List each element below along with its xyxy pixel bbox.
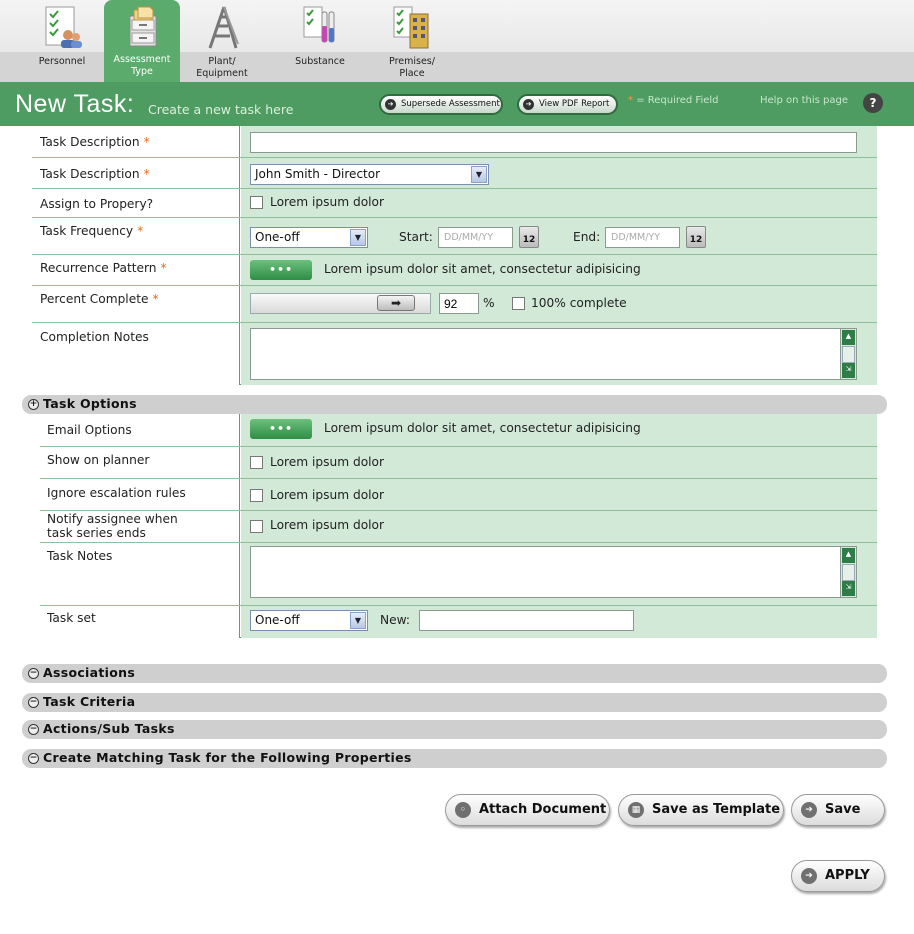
view-pdf-report-button[interactable] (517, 94, 618, 115)
label-cell (32, 126, 240, 157)
row-percent-complete (32, 285, 877, 322)
row-task-set (40, 605, 877, 638)
row-email-options (40, 414, 877, 446)
filing-cabinet-icon (120, 4, 164, 50)
ignore-escalation-checkbox[interactable] (250, 489, 263, 502)
required-mark: * (152, 292, 159, 306)
end-label: End: (573, 230, 601, 244)
task-notes-label: Task Notes (47, 549, 113, 563)
required-field-legend (628, 95, 719, 106)
value-cell (241, 126, 877, 157)
value-cell (241, 323, 877, 385)
start-label: Start: (399, 230, 433, 244)
planner-label: Show on planner (47, 453, 150, 467)
label-cell (40, 606, 240, 638)
label-cell (40, 447, 240, 478)
help-link[interactable]: Help on this page (760, 95, 849, 106)
task-assignee-label-text: Task Description (40, 167, 140, 181)
notify-label-line-2: task series ends (47, 526, 146, 540)
task-options-title: Task Options (43, 396, 137, 411)
required-mark: * (143, 167, 150, 181)
tab-personnel-label: Personnel (38, 56, 86, 67)
notify-label (47, 512, 178, 540)
task-frequency-value: One-off (255, 230, 300, 244)
email-options-text: Lorem ipsum dolor sit amet, consectetur adipisicing (324, 421, 641, 435)
arrow-right-icon: ➔ (523, 99, 534, 110)
value-cell (241, 447, 877, 478)
view-pdf-report-label: View PDF Report (539, 99, 610, 109)
full-complete-label: 100% complete (531, 296, 627, 310)
task-set-label: Task set (47, 611, 96, 625)
scroll-up-icon[interactable]: ▲ (842, 548, 855, 563)
scroll-thumb[interactable] (842, 346, 855, 363)
calendar-icon[interactable]: 12 (519, 226, 539, 248)
percent-input[interactable] (439, 293, 479, 314)
value-cell (241, 479, 877, 510)
label-cell (40, 479, 240, 510)
save-as-template-label: Save as Template (652, 802, 781, 817)
tab-premises-place-label: Premises/ Place (389, 56, 435, 79)
tab-personnel[interactable] (22, 0, 102, 82)
required-star: * (628, 95, 633, 106)
arrow-right-icon[interactable]: ➡ (377, 295, 415, 311)
row-recurrence-pattern (32, 254, 877, 285)
label-cell (40, 543, 240, 605)
planner-text: Lorem ipsum dolor (270, 455, 385, 469)
recurrence-label (40, 261, 167, 276)
supersede-assessment-button[interactable] (379, 94, 503, 115)
required-mark: * (160, 261, 167, 275)
notify-assignee-checkbox[interactable] (250, 520, 263, 533)
recurrence-options-button[interactable]: ••• (250, 260, 312, 280)
page-title: New Task: (15, 90, 135, 118)
show-on-planner-checkbox[interactable] (250, 456, 263, 469)
personnel-checklist-icon (40, 4, 84, 50)
notify-label-line-1: Notify assignee when (47, 512, 178, 526)
value-cell (241, 543, 877, 605)
supersede-assessment-label: Supersede Assessment (401, 99, 500, 109)
recurrence-label-text: Recurrence Pattern (40, 261, 157, 275)
label-cell (32, 286, 240, 322)
completion-notes-label: Completion Notes (40, 330, 149, 344)
section-associations[interactable] (22, 664, 887, 683)
associations-title: Associations (43, 665, 136, 680)
row-task-assignee (32, 157, 877, 188)
scrollbar[interactable] (840, 329, 856, 379)
required-mark: * (143, 135, 150, 149)
task-frequency-label-text: Task Frequency (40, 224, 134, 238)
percent-sign: % (483, 296, 495, 310)
ladder-icon (200, 4, 244, 50)
new-task-set-input[interactable] (419, 610, 634, 631)
scroll-up-icon[interactable]: ▲ (842, 330, 855, 345)
percent-slider[interactable] (250, 293, 431, 314)
label-cell (40, 511, 240, 542)
notify-text: Lorem ipsum dolor (270, 518, 385, 532)
task-assignee-select[interactable] (250, 164, 489, 185)
task-options-form (40, 414, 877, 638)
task-form (32, 126, 877, 385)
assign-property-text: Lorem ipsum dolor (270, 195, 385, 209)
escalation-text: Lorem ipsum dolor (270, 488, 385, 502)
resize-icon[interactable]: ⇲ (842, 363, 855, 378)
section-matching-task[interactable] (22, 749, 887, 768)
end-date-input[interactable]: DD/MM/YY (605, 227, 680, 248)
tab-assessment-type[interactable] (104, 0, 180, 82)
task-assignee-label (40, 167, 150, 182)
building-icon (390, 4, 434, 50)
task-description-input[interactable] (250, 132, 857, 153)
collapse-icon[interactable]: − (29, 724, 38, 734)
required-note: = Required Field (636, 95, 719, 106)
row-task-notes (40, 542, 877, 605)
label-cell (40, 414, 240, 446)
value-cell (241, 158, 877, 188)
task-description-label (40, 135, 150, 150)
chevron-down-icon[interactable]: ▼ (471, 166, 487, 183)
matching-title: Create Matching Task for the Following Properties (43, 750, 412, 765)
row-show-on-planner (40, 446, 877, 478)
value-cell (241, 286, 877, 322)
arrow-right-icon: ➔ (801, 868, 817, 884)
task-description-label-text: Task Description (40, 135, 140, 149)
row-ignore-escalation (40, 478, 877, 510)
collapse-icon[interactable]: − (29, 668, 38, 678)
arrow-right-icon: ➔ (801, 802, 817, 818)
scrollbar[interactable] (840, 547, 856, 597)
label-cell (32, 323, 240, 385)
page-subtitle: Create a new task here (148, 102, 294, 117)
section-actions-sub-tasks[interactable] (22, 720, 887, 739)
value-cell (241, 189, 877, 217)
category-nav (0, 0, 914, 82)
task-set-select[interactable] (250, 610, 368, 631)
attach-document-label: Attach Document (479, 802, 607, 817)
calendar-icon[interactable]: 12 (686, 226, 706, 248)
help-icon[interactable]: ? (863, 93, 883, 113)
scroll-thumb[interactable] (842, 564, 855, 581)
label-cell (32, 218, 240, 254)
recurrence-text: Lorem ipsum dolor sit amet, consectetur adipisicing (324, 262, 641, 276)
tab-premises-place[interactable] (372, 0, 452, 82)
email-options-label: Email Options (47, 423, 132, 437)
row-assign-property (32, 188, 877, 217)
assign-property-label: Assign to Propery? (40, 197, 154, 211)
task-notes-textarea[interactable] (250, 546, 857, 598)
actions-title: Actions/Sub Tasks (43, 721, 175, 736)
template-icon: ▦ (628, 802, 644, 818)
expand-icon[interactable]: + (29, 399, 38, 409)
row-notify-assignee (40, 510, 877, 542)
paperclip-icon: ◦ (455, 802, 471, 818)
collapse-icon[interactable]: − (29, 753, 38, 763)
label-cell (32, 255, 240, 285)
escalation-label: Ignore escalation rules (47, 486, 186, 500)
section-task-options[interactable] (22, 395, 887, 414)
value-cell (241, 255, 877, 285)
tab-substance-label: Substance (295, 56, 345, 67)
email-options-button[interactable]: ••• (250, 419, 312, 439)
label-cell (32, 189, 240, 217)
row-completion-notes (32, 322, 877, 385)
tab-plant-equipment-label: Plant/ Equipment (196, 56, 248, 79)
value-cell (241, 606, 877, 638)
page-header (0, 82, 914, 126)
save-button[interactable] (791, 794, 885, 826)
start-date-input[interactable]: DD/MM/YY (438, 227, 513, 248)
collapse-icon[interactable]: − (29, 697, 38, 707)
assign-property-checkbox[interactable] (250, 196, 263, 209)
chevron-down-icon[interactable]: ▼ (350, 229, 366, 246)
new-label: New: (380, 613, 411, 627)
task-criteria-title: Task Criteria (43, 694, 136, 709)
apply-button[interactable] (791, 860, 885, 892)
label-cell (32, 158, 240, 188)
save-label: Save (825, 802, 861, 817)
value-cell (241, 414, 877, 446)
percent-complete-label (40, 292, 159, 307)
resize-icon[interactable]: ⇲ (842, 581, 855, 596)
task-frequency-select[interactable] (250, 227, 368, 248)
completion-notes-textarea[interactable] (250, 328, 857, 380)
save-as-template-button[interactable] (618, 794, 784, 826)
arrow-right-icon: ➔ (385, 99, 396, 110)
row-task-frequency (32, 217, 877, 254)
attach-document-button[interactable] (445, 794, 610, 826)
tab-plant-equipment[interactable] (182, 0, 262, 82)
task-assignee-value: John Smith - Director (255, 167, 381, 181)
apply-label: APPLY (825, 868, 870, 883)
value-cell (241, 218, 877, 254)
chevron-down-icon[interactable]: ▼ (350, 612, 366, 629)
tab-substance[interactable] (280, 0, 360, 82)
task-frequency-label (40, 224, 143, 239)
value-cell (241, 511, 877, 542)
tab-assessment-type-label: Assessment Type (113, 54, 171, 77)
percent-complete-label-text: Percent Complete (40, 292, 149, 306)
test-tubes-icon (298, 4, 342, 50)
task-set-value: One-off (255, 613, 300, 627)
row-task-description (32, 126, 877, 157)
required-mark: * (137, 224, 144, 238)
section-task-criteria[interactable] (22, 693, 887, 712)
full-complete-checkbox[interactable] (512, 297, 525, 310)
